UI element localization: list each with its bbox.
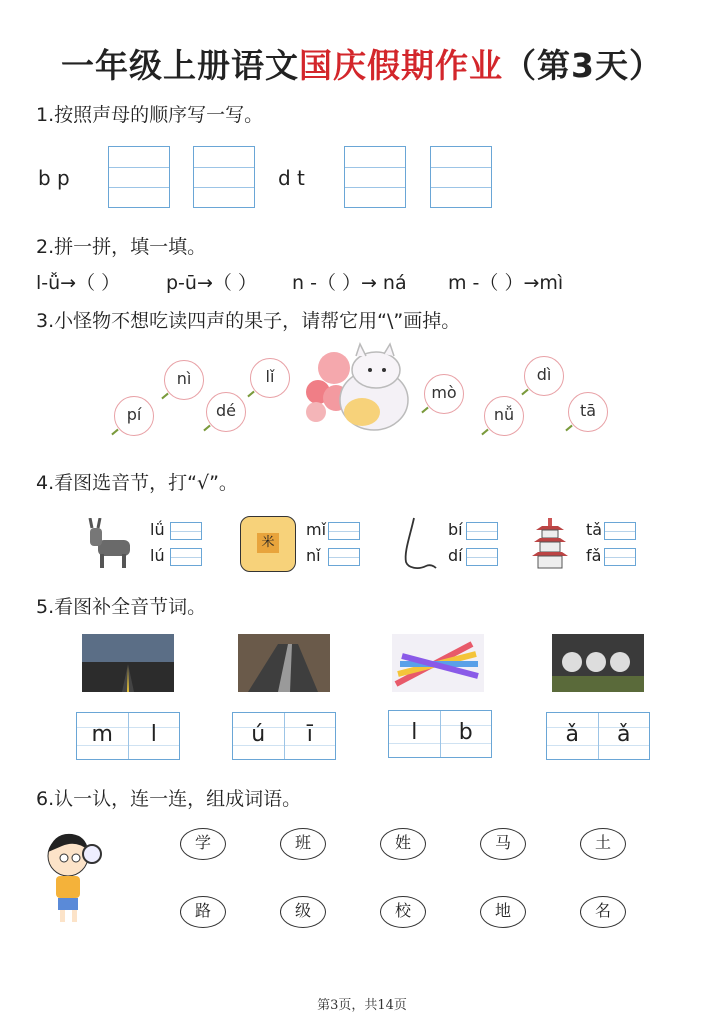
fruit-mo[interactable]: mò <box>424 374 464 414</box>
pinyin-box-3[interactable] <box>388 710 492 758</box>
donkey-icon <box>84 518 140 570</box>
option-bi2: bí <box>448 520 463 539</box>
option-lv3: lǘ <box>150 520 165 539</box>
page-footer: 第3页，共14页 <box>317 998 407 1013</box>
escalator-photo <box>238 634 330 692</box>
q5-label: 5.看图补全音节词。 <box>36 596 207 618</box>
pinyin-box-2[interactable] <box>232 712 336 760</box>
title-part3: （第3天） <box>503 46 663 85</box>
title-part2: 国庆假期作业 <box>299 46 504 85</box>
char-ming[interactable]: 名 <box>580 896 626 928</box>
title-part1: 一年级上册语文 <box>61 46 300 85</box>
option-fa3: fǎ <box>586 546 602 565</box>
option-mi3: mǐ <box>306 520 327 539</box>
checkbox[interactable] <box>604 522 636 540</box>
char-di[interactable]: 地 <box>480 896 526 928</box>
fruit-ta[interactable]: tā <box>568 392 608 432</box>
q2-label: 2.拼一拼，填一填。 <box>36 236 207 258</box>
pinyin-box-1[interactable] <box>76 712 180 760</box>
q1-letters-2: d t <box>278 166 305 190</box>
char-xing[interactable]: 姓 <box>380 828 426 860</box>
q1-label: 1.按照声母的顺序写一写。 <box>36 104 264 126</box>
option-ni3: nǐ <box>306 546 321 565</box>
fruit-li[interactable]: lǐ <box>250 358 290 398</box>
pinyin-cell: ú <box>251 722 266 747</box>
q1-letters-1: b p <box>38 166 70 190</box>
char-lu[interactable]: 路 <box>180 896 226 928</box>
pinyin-cell: ǎ <box>565 722 579 747</box>
pinyin-cell: m <box>91 722 113 747</box>
rice-bag-icon <box>240 516 296 572</box>
boy-with-magnifier-icon <box>36 826 112 926</box>
q3-label: 3.小怪物不想吃读四声的果子，请帮它用“\”画掉。 <box>36 310 461 332</box>
writing-box[interactable] <box>108 146 170 208</box>
road-photo <box>82 634 174 692</box>
fruit-de[interactable]: dé <box>206 392 246 432</box>
writing-box[interactable] <box>193 146 255 208</box>
checkbox[interactable] <box>466 548 498 566</box>
pinyin-box-4[interactable] <box>546 712 650 760</box>
crayons-photo <box>392 634 484 692</box>
option-di2: dí <box>448 546 463 565</box>
checkbox[interactable] <box>170 522 202 540</box>
char-tu[interactable]: 土 <box>580 828 626 860</box>
tower-icon <box>530 516 570 570</box>
fruit-nv[interactable]: nǚ <box>484 396 524 436</box>
monster-illustration <box>296 340 414 440</box>
q2-item: p-ū→（ ） <box>166 272 257 294</box>
char-xiao[interactable]: 校 <box>380 896 426 928</box>
option-ta3: tǎ <box>586 520 603 539</box>
checkbox[interactable] <box>170 548 202 566</box>
fruit-di[interactable]: dì <box>524 356 564 396</box>
pinyin-cell: ǎ <box>617 722 631 747</box>
pinyin-cell: b <box>458 720 473 745</box>
page-title <box>0 40 724 87</box>
q2-item: n -（ ）→ ná <box>292 272 407 294</box>
char-ji[interactable]: 级 <box>280 896 326 928</box>
checkbox[interactable] <box>466 522 498 540</box>
q2-item: m -（ ）→mì <box>448 272 564 294</box>
char-xue[interactable]: 学 <box>180 828 226 860</box>
pinyin-cell: l <box>150 722 157 747</box>
writing-box[interactable] <box>344 146 406 208</box>
checkbox[interactable] <box>328 522 360 540</box>
pinyin-cell: l <box>411 720 418 745</box>
checkbox[interactable] <box>328 548 360 566</box>
targets-photo <box>552 634 644 692</box>
option-lu2: lú <box>150 546 165 565</box>
pinyin-cell: ī <box>306 722 313 747</box>
writing-box[interactable] <box>430 146 492 208</box>
fruit-ni[interactable]: nì <box>164 360 204 400</box>
q2-item: l-ǚ→（ ） <box>36 272 121 294</box>
fruit-pi[interactable]: pí <box>114 396 154 436</box>
checkbox[interactable] <box>604 548 636 566</box>
q6-label: 6.认一认，连一连，组成词语。 <box>36 788 302 810</box>
char-ban[interactable]: 班 <box>280 828 326 860</box>
q4-label: 4.看图选音节，打“√”。 <box>36 472 238 494</box>
nose-icon <box>400 516 440 572</box>
char-ma[interactable]: 马 <box>480 828 526 860</box>
rice-label: 米 <box>257 533 279 553</box>
